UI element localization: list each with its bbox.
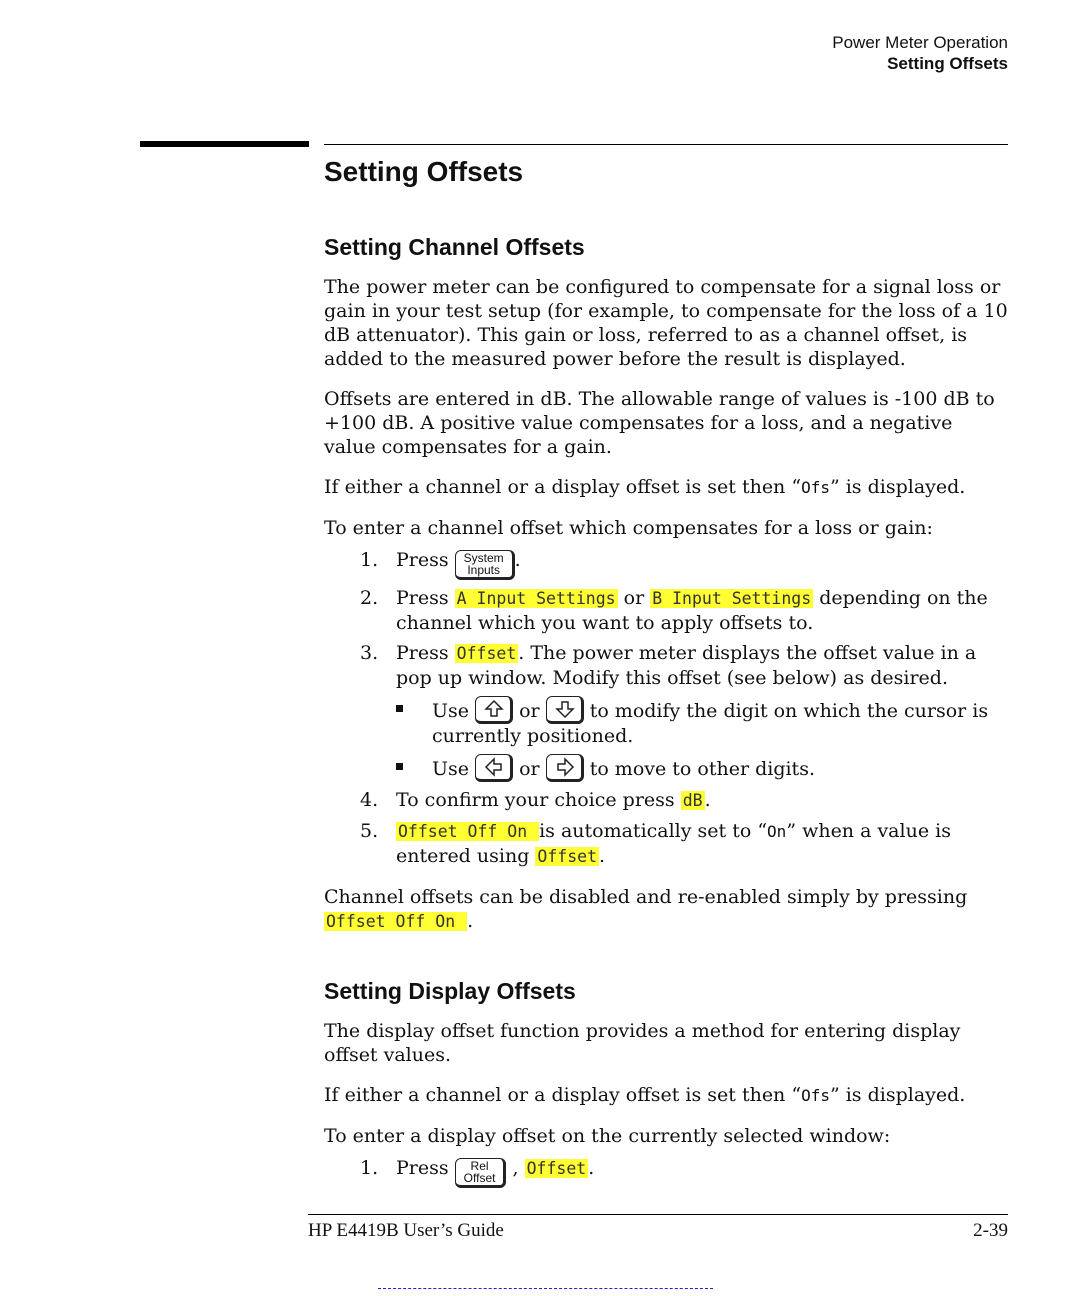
footer-rule (308, 1214, 1008, 1215)
right-arrow-key-icon[interactable] (546, 754, 584, 782)
bullet-icon (396, 763, 403, 770)
title-rule (324, 144, 1008, 145)
display-para-1: The display offset function provides a method for entering display offset values. (324, 1020, 961, 1066)
display-steps (324, 1156, 1008, 1188)
ofs-code: Ofs (801, 478, 830, 497)
channel-para-1: The power meter can be configured to compensate for a signal loss or gain in your test setup (for example, to compensate for the loss of a 10 dB attenuator). This gain or loss, referred to as a channel offset, is added to the measured power before the result is displayed. (324, 276, 1008, 370)
page-number: 2-39 (973, 1220, 1008, 1241)
channel-para-4: To enter a channel offset which compensates for a loss or gain: (324, 517, 933, 539)
left-arrow-key-icon[interactable] (475, 754, 513, 782)
a-input-settings-softkey[interactable]: A Input Settings (456, 589, 616, 608)
up-arrow-key-icon[interactable] (475, 696, 513, 724)
step-5: 5. Offset Off On is automatically set to “On” when a value is entered using Offset . (360, 820, 951, 867)
offset-off-on-softkey-2[interactable]: Offset Off On (326, 912, 466, 931)
display-para-2: If either a channel or a display offset is set then “Ofs” is displayed. (324, 1084, 966, 1106)
display-step-1: 1. Press Rel Offset , Offset . (324, 1156, 1008, 1188)
db-softkey[interactable]: dB (682, 791, 703, 810)
running-header (832, 32, 1008, 74)
footer (308, 1219, 1008, 1243)
system-inputs-key[interactable]: System Inputs (455, 550, 515, 580)
bullet-up-down: Use or to modify the digit on which the cursor is currently positioned. (396, 696, 1008, 748)
offset-softkey-3[interactable]: Offset (526, 1159, 587, 1178)
section-marker-rule (140, 141, 309, 147)
page-title: Setting Offsets (324, 156, 524, 187)
footer-guide-title: HP E4419B User’s Guide (308, 1220, 504, 1241)
display-para-3: To enter a display offset on the currently selected window: (324, 1125, 891, 1147)
step-3-bullets (396, 696, 1008, 782)
display-offsets-heading: Setting Display Offsets (324, 978, 576, 1004)
main-content (324, 152, 1008, 1194)
channel-steps (324, 548, 1008, 869)
bullet-icon (396, 705, 403, 712)
step-4: 4. To confirm your choice press dB . (360, 789, 711, 811)
channel-offsets-heading: Setting Channel Offsets (324, 234, 585, 260)
channel-para-5: Channel offsets can be disabled and re-enabled simply by pressing Offset Off On . (324, 886, 968, 932)
step-1: 1. Press System Inputs . (324, 548, 1008, 580)
channel-para-3: If either a channel or a display offset is set then “Ofs” is displayed. (324, 476, 966, 498)
link-underline[interactable] (378, 1288, 713, 1289)
on-code: On (767, 822, 787, 841)
step-3: 3. Press Offset . The power meter displays the offset value in a pop up window. Modify this offset (see below) as desired. Use or to modify the digit on which the cursor is currently positioned. Use or to move to other digits. (324, 641, 1008, 782)
bullet-left-right: Use or to move to other digits. (396, 754, 1008, 782)
header-chapter: Power Meter Operation (832, 33, 1008, 52)
offset-softkey-2[interactable]: Offset (537, 847, 598, 866)
rel-offset-key[interactable]: Rel Offset (455, 1158, 507, 1188)
channel-para-2: Offsets are entered in dB. The allowable range of values is -100 dB to +100 dB. A positive value compensates for a loss, and a negative value compensates for a gain. (324, 388, 995, 458)
b-input-settings-softkey[interactable]: B Input Settings (652, 589, 812, 608)
ofs-code-2: Ofs (801, 1086, 830, 1105)
header-section: Setting Offsets (887, 54, 1008, 73)
offset-softkey[interactable]: Offset (456, 644, 517, 663)
step-2: 2. Press A Input Settings or B Input Settings depending on the channel which you want to apply offsets to. (360, 587, 988, 634)
down-arrow-key-icon[interactable] (546, 696, 584, 724)
offset-off-on-softkey[interactable]: Offset Off On (398, 822, 538, 841)
